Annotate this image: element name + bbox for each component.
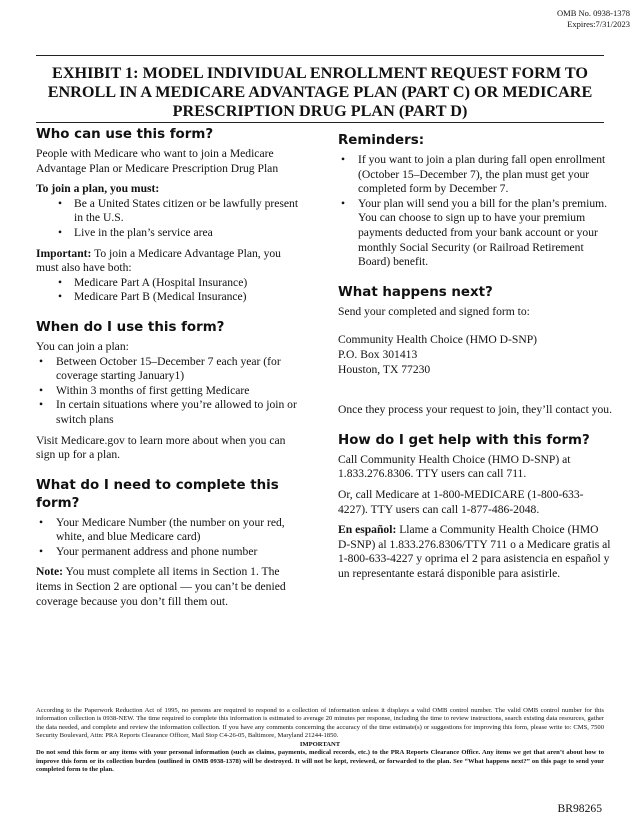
list-item: • Within 3 months of first getting Medicare — [36, 384, 299, 399]
help-heading: How do I get help with this form? — [338, 432, 590, 448]
footer — [36, 707, 604, 774]
omb-number: OMB No. 0938-1378 — [557, 8, 630, 18]
visit-medicare-text: Visit Medicare.gov to learn more about when you can sign up for a plan. — [36, 433, 286, 462]
call-medicare-text: Or, call Medicare at 1-800-MEDICARE (1-800-633-4227). TTY users can call 1-877-486-2048. — [338, 487, 584, 516]
note-label: Note: — [36, 565, 64, 579]
omb-expiration: Expires:7/31/2023 — [567, 19, 630, 29]
need-heading: What do I need to complete this form? — [36, 477, 279, 511]
right-column — [338, 126, 613, 581]
omb-block — [557, 8, 630, 30]
who-heading: Who can use this form? — [36, 127, 214, 142]
left-column — [36, 126, 299, 609]
list-item: • Medicare Part B (Medical Insurance) — [36, 290, 299, 305]
who-intro: People with Medicare who want to join a Medicare Advantage Plan or Medicare Prescription Drug Plan — [36, 147, 279, 175]
important-heading: IMPORTANT — [299, 741, 341, 749]
list-item: • Your Medicare Number (the number on your red, white, and blue Medicare card) — [36, 516, 299, 545]
important-notice: Do not send this form or any items with your personal information (such as claims, payments, medical records, etc.) to the PRA Reports Clearance Office. Any items we get that aren’t about how to improve this form or its collection burden (outlined in OMB 0938-1378) will be destroyed. It will not be kept, reviewed, or forwarded to the plan. See “What happens next?” on this page to send your completed form to the plan. — [36, 749, 604, 774]
pra-disclosure: According to the Paperwork Reduction Act of 1995, no persons are required to respond to a collection of information unless it displays a valid OMB control number. The valid OMB control number for this information collection is 0938-NEW. The time required to complete this information is estimated to average 20 minutes per response, including the time to review instructions, search existing data resources, gather the data needed, and complete and review the information collection. If you have any comments concerning the accuracy of the time estimate(s) or suggestions for improving this form, please write to: CMS, 7500 Security Boulevard, Attn: PRA Reports Clearance Officer, Mail Stop C4-26-05, Baltimore, Maryland 21244-1850. — [36, 707, 604, 739]
address-line: Houston, TX 77230 — [338, 362, 431, 376]
list-item: • Medicare Part A (Hospital Insurance) — [36, 276, 299, 291]
form-title: EXHIBIT 1: MODEL INDIVIDUAL ENROLLMENT REQUEST FORM TO ENROLL IN A MEDICARE ADVANTAGE PLAN (PART C) OR MEDICARE PRESCRIPTION DRUG PLAN (PART D) — [47, 64, 593, 120]
address-line: Community Health Choice (HMO D-SNP) — [338, 333, 538, 347]
when-list — [36, 355, 299, 428]
important-label: Important: — [36, 246, 92, 260]
send-to-text: Send your completed and signed form to: — [338, 304, 530, 318]
when-heading: When do I use this form? — [36, 319, 225, 335]
important-list — [36, 276, 299, 305]
important-text: To join a Medicare Advantage Plan, you must also have both: — [36, 246, 281, 275]
need-list — [36, 516, 299, 560]
mailing-address — [338, 333, 613, 377]
reminders-heading: Reminders: — [338, 133, 425, 148]
espanol-paragraph — [338, 523, 613, 552]
list-item: • Your permanent address and phone number — [36, 545, 299, 560]
espanol-text-continued: 1-800-633-4227 y oprima el 2 para asistencia en español y un representante estará disponible para asistirle. — [338, 552, 610, 580]
list-item: • In certain situations where you’re allowed to join or switch plans — [36, 398, 299, 427]
form-code: BR98265 — [557, 802, 602, 815]
espanol-text: Llame a Community Health Choice (HMO D-SNP) al 1.833.276.8306/TTY 711 o a Medicare gratis al — [338, 523, 611, 551]
call-plan-text: Call Community Health Choice (HMO D-SNP) at 1.833.276.8306. TTY users can call 711. — [338, 452, 571, 481]
must-list — [36, 197, 299, 241]
top-rule — [36, 55, 604, 56]
list-item: • Live in the plan’s service area — [36, 226, 299, 241]
list-item: • If you want to join a plan during fall open enrollment (October 15–December 7), the plan must get your completed form by December 7. — [338, 153, 613, 197]
note-text: You must complete all items in Section 1. The items in Section 2 are optional — you can’t be denied coverage because you don’t fill them out. — [36, 565, 286, 608]
address-line: P.O. Box 301413 — [338, 347, 418, 361]
important-paragraph — [36, 247, 299, 276]
reminders-list — [338, 153, 613, 270]
note-paragraph — [36, 565, 299, 609]
must-label: To join a plan, you must: — [36, 182, 160, 196]
espanol-label: En español: — [338, 523, 397, 537]
process-text: Once they process your request to join, they’ll contact you. — [338, 403, 612, 417]
list-item: • Be a United States citizen or be lawfully present in the U.S. — [36, 197, 299, 226]
when-intro: You can join a plan: — [36, 339, 129, 353]
list-item: • Your plan will send you a bill for the plan’s premium. You can choose to sign up to have your premium payments deducted from your bank account or your monthly Social Security (or Railroad Retirement Board) benefit. — [338, 197, 613, 270]
next-heading: What happens next? — [338, 284, 493, 300]
title-bottom-rule — [36, 122, 604, 123]
list-item: • Between October 15–December 7 each year (for coverage starting January1) — [36, 355, 299, 384]
